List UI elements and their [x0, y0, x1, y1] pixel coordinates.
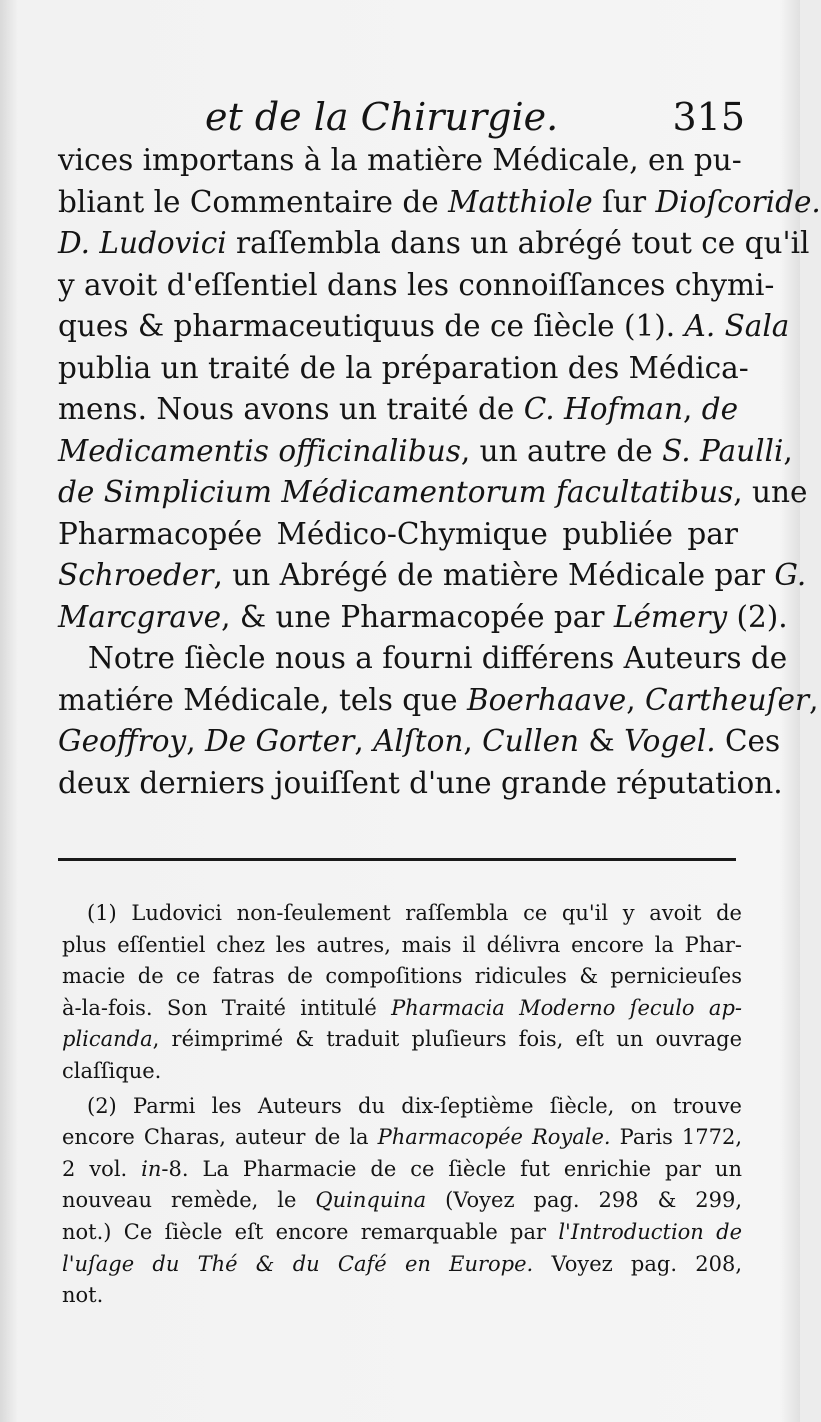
text-run: (1) Ludovici non-ſeulement raſſembla ce qu'il y avoit de [87, 901, 742, 925]
running-title: et de la Chirurgie. [205, 95, 559, 139]
text-run: , [626, 682, 646, 717]
italic-text-run: A. Sala [684, 309, 790, 343]
footnotes [62, 898, 742, 1312]
text-run: , une [733, 475, 808, 509]
text-run: encore Charas, auteur de la [62, 1125, 378, 1150]
main-text [58, 140, 821, 804]
text-line [58, 348, 749, 390]
text-line [58, 763, 783, 805]
footnote-line [62, 898, 742, 930]
text-run: Paris 1772, [610, 1125, 743, 1150]
italic-text-run: Boerhaave [466, 682, 627, 717]
italic-text-run: S. Paulli [662, 433, 784, 468]
text-run: mens. Nous avons un traité de [58, 392, 524, 426]
text-run: (2) Parmi les Auteurs du dix-ſeptième ſiècle, on trouve [87, 1093, 742, 1118]
italic-text-run: in [141, 1156, 162, 1181]
text-run: , [186, 724, 205, 758]
text-run: (2). [727, 599, 788, 634]
italic-text-run: de Simplicium Médicamentorum facultatibus [58, 475, 734, 509]
text-line [58, 472, 808, 514]
footnote-line [62, 961, 742, 993]
text-line [58, 721, 781, 763]
text-run: -8. La Pharmacie de ce ſiècle fut enrichie par un [161, 1156, 742, 1181]
italic-text-run: de [701, 392, 739, 426]
footnote-line [62, 1280, 742, 1312]
italic-text-run: G. [774, 558, 807, 592]
footnote-line [62, 1185, 742, 1217]
text-run: Pharmacopée Médico-Chymique publiée par [58, 516, 738, 551]
footnote-line [62, 1056, 742, 1088]
italic-text-run: plicanda [62, 1027, 153, 1052]
text-run: à-la-fois. Son Traité intitulé [62, 995, 392, 1020]
text-run: 2 vol. [62, 1156, 142, 1181]
italic-text-run: Geoffroy [58, 724, 187, 758]
footnote-line [62, 993, 742, 1025]
italic-text-run: Quinquina [315, 1188, 427, 1213]
italic-text-run: Cullen [482, 724, 580, 758]
text-line [58, 680, 819, 722]
text-run: , [354, 724, 374, 758]
footnote-line [62, 1122, 742, 1154]
text-run: , [463, 724, 483, 758]
footnote-line [62, 1217, 742, 1249]
text-line [58, 223, 810, 265]
text-run: Notre ſiècle nous a fourni différens Auteurs de [88, 641, 788, 675]
text-run: plus eſſentiel chez les autres, mais il délivra encore la Phar- [62, 932, 742, 957]
text-run: & [579, 724, 625, 758]
text-run: ſur [592, 184, 656, 219]
text-run: , un autre de [460, 433, 663, 468]
text-line [58, 638, 788, 680]
footnote [62, 898, 742, 1088]
text-run: macie de ce fatras de compoſitions ridicules & pernicieuſes [62, 964, 742, 989]
italic-text-run: C. Hofman [523, 392, 683, 426]
text-run: (Voyez pag. 298 & 299, [426, 1188, 742, 1213]
italic-text-run: Pharmacopée Royale. [377, 1125, 611, 1150]
text-run: deux derniers jouiſſent d'une grande réputation. [58, 765, 783, 800]
text-run: , un Abrégé de matière Médicale par [213, 558, 775, 592]
text-line [58, 431, 793, 473]
text-run: Voyez pag. 208, [533, 1251, 742, 1276]
footnote-line [62, 1154, 742, 1186]
footnote-line [62, 930, 742, 962]
italic-text-run: Lémery [613, 599, 728, 634]
text-line [58, 265, 775, 307]
text-line [58, 514, 738, 556]
italic-text-run: Marcgrave [58, 599, 222, 634]
page-header [205, 95, 745, 145]
text-run: , [783, 433, 793, 468]
text-run: , [809, 682, 819, 717]
italic-text-run: Pharmacia Moderno ſeculo ap- [391, 995, 742, 1020]
italic-text-run: Alſton [373, 724, 464, 758]
italic-text-run: Vogel. [624, 724, 716, 758]
text-line [58, 182, 821, 224]
italic-text-run: De Gorter [204, 724, 355, 758]
footnote [62, 1091, 742, 1312]
text-line [58, 389, 738, 431]
italic-text-run: Dioſcoride. [655, 184, 821, 219]
text-run: , [682, 392, 702, 426]
text-line [58, 555, 807, 597]
text-run: nouveau remède, le [62, 1188, 316, 1213]
italic-text-run: Schroeder [58, 558, 214, 592]
text-run: Ces [715, 724, 781, 758]
text-run: not. [62, 1283, 104, 1308]
italic-text-run: Medicamentis officinalibus [58, 433, 461, 468]
text-line [58, 597, 788, 639]
page-number: 315 [672, 95, 745, 139]
text-run: vices importans à la matière Médicale, en pu- [58, 143, 742, 177]
text-run: y avoit d'eſſentiel dans les connoiſſances chymi- [58, 267, 775, 302]
text-run: raſſembla dans un abrégé tout ce qu'il [226, 226, 810, 260]
footnote-line [62, 1091, 742, 1123]
text-run: , réimprimé & traduit pluſieurs fois, eſt un ouvrage [152, 1027, 742, 1052]
italic-text-run: Cartheuſer [645, 682, 810, 717]
text-run: ques & pharmaceutiquus de ce ſiècle (1). [58, 309, 685, 343]
text-run: bliant le Commentaire de [58, 184, 449, 219]
footnote-separator-rule [58, 858, 736, 861]
text-run: matiére Médicale, tels que [58, 682, 467, 717]
text-run: not.) Ce ſiècle eſt encore remarquable par [62, 1219, 559, 1244]
italic-text-run: Matthiole [448, 184, 593, 219]
italic-text-run: D. Ludovici [58, 226, 227, 260]
text-line [58, 306, 790, 348]
italic-text-run: l'Introduction de [558, 1219, 742, 1244]
text-run: , & une Pharmacopée par [221, 599, 614, 634]
italic-text-run: l'uſage du Thé & du Café en Europe. [62, 1251, 534, 1276]
text-line [58, 140, 742, 182]
footnote-line [62, 1249, 742, 1281]
text-run: publia un traité de la préparation des Médica- [58, 350, 749, 385]
text-run: claſſique. [62, 1058, 162, 1083]
footnote-line [62, 1024, 742, 1056]
